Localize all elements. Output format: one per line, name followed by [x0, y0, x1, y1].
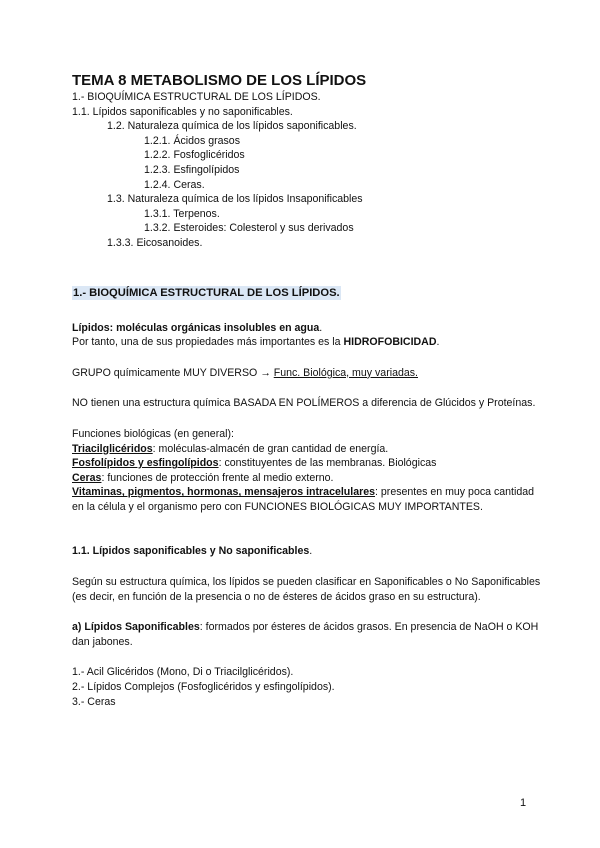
toc-item: 1.- BIOQUÍMICA ESTRUCTURAL DE LOS LÍPIDOS. — [72, 91, 321, 103]
saponificables-text: : formados por ésteres de ácidos grasos. En presencia de NaOH o KOH dan jabones. — [72, 621, 539, 648]
saponificables-bold: a) Lípidos Saponificables — [72, 621, 200, 634]
document-page — [72, 72, 542, 709]
grupo-text: GRUPO químicamente MUY DIVERSO → — [72, 366, 274, 379]
funcion-item — [72, 485, 542, 514]
section-heading-text: 1.- BIOQUÍMICA ESTRUCTURAL DE LOS LÍPIDOS. — [73, 286, 340, 299]
subsection-heading-end: . — [309, 545, 313, 558]
grupo-underlined: Func. Biológica, muy variadas. — [273, 366, 418, 379]
section-heading — [72, 287, 542, 299]
hidro-bold: HIDROFOBICIDAD — [343, 336, 437, 349]
funcion-term: Vitaminas, pigmentos, hormonas, mensajeros intracelulares — [72, 486, 376, 499]
lipidos-definition-bold: Lípidos: moléculas orgánicas insolubles en agua — [72, 321, 320, 334]
hidro-text: Por tanto, una de sus propiedades más importantes es la — [72, 336, 344, 349]
toc-item: 1.2.1. Ácidos grasos — [144, 134, 240, 147]
toc-item: 1.3.1. Terpenos. — [144, 207, 220, 220]
grupo-line — [72, 366, 542, 381]
subsection-heading — [72, 544, 542, 559]
lipidos-definition-end: . — [319, 321, 323, 334]
list-item: 1.- Acil Glicéridos (Mono, Di o Triacilglicéridos). — [72, 666, 294, 679]
funcion-term: Ceras — [72, 471, 102, 484]
toc-item: 1.2.2. Fosfoglicéridos — [144, 149, 245, 162]
toc-item: 1.3.2. Esteroides: Colesterol y sus derivados — [144, 222, 354, 235]
toc-item: 1.3.3. Eicosanoides. — [107, 236, 203, 249]
list-item: 2.- Lípidos Complejos (Fosfoglicéridos y esfingolípidos). — [72, 681, 335, 694]
toc-item: 1.3. Naturaleza química de los lípidos Insaponificables — [107, 193, 363, 206]
toc-item: 1.2. Naturaleza química de los lípidos saponificables. — [107, 120, 357, 133]
toc-item: 1.2.3. Esfingolípidos — [144, 163, 240, 176]
saponificables-list — [72, 665, 542, 709]
funciones-title: Funciones biológicas (en general): — [72, 427, 234, 440]
lipidos-definition — [72, 321, 542, 336]
polimeros-paragraph: NO tienen una estructura química BASADA EN POLÍMEROS a diferencia de Glúcidos y Proteínas. — [72, 397, 536, 410]
funcion-item — [72, 471, 542, 486]
funcion-term: Triacilglicéridos — [72, 442, 153, 455]
toc-item: 1.2.4. Ceras. — [144, 178, 205, 191]
document-title: TEMA 8 METABOLISMO DE LOS LÍPIDOS — [72, 72, 367, 89]
page-number: 1 — [520, 797, 527, 809]
funcion-desc: : moléculas-almacén de gran cantidad de energía. — [152, 442, 389, 455]
list-item: 3.- Ceras — [72, 695, 116, 708]
funcion-term: Fosfolípidos y esfingolípidos — [72, 457, 219, 470]
funcion-desc: : funciones de protección frente al medio externo. — [101, 471, 334, 484]
funcion-desc: : presentes en muy poca cantidad en la célula y el organismo pero con FUNCIONES BIOLÓGICAS MUY IMPORTANTES. — [72, 486, 535, 513]
hidro-end: . — [436, 336, 440, 349]
funcion-item — [72, 456, 542, 471]
clasificacion-paragraph: Según su estructura química, los lípidos se pueden clasificar en Saponificables o No Saponificables (es decir, en función de la presencia o no de ésteres de ácidos graso en su estructura). — [72, 576, 541, 603]
saponificables-paragraph — [72, 620, 542, 649]
toc-item: 1.1. Lípidos saponificables y no saponificables. — [72, 105, 293, 118]
funcion-desc: : constituyentes de las membranas. Biológicas — [218, 457, 437, 470]
funcion-item — [72, 442, 542, 457]
table-of-contents — [72, 90, 542, 251]
subsection-heading-bold: 1.1. Lípidos saponificables y No saponificables — [72, 545, 310, 558]
hidrofobicidad-line — [72, 335, 542, 350]
